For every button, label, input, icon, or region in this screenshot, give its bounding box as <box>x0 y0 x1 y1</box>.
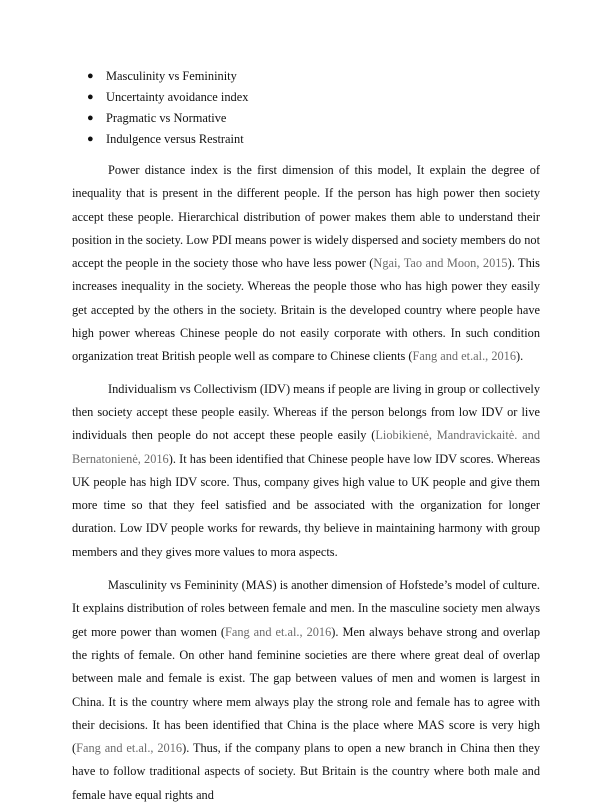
paragraph-individualism <box>72 378 540 564</box>
paragraph-text: ). Men always behave strong and overlap the rights of female. On other hand feminine societies are there where great deal of overlap between male and female is exist. The gap between values of men and women is largest in China. It is the country where mem always play the strong role and female has to agree with their decisions. It has been identified that China is the place where MAS score is very high ( <box>72 624 541 756</box>
paragraph-text: Individualism vs Collectivism (IDV) means if people are living in group or collectively then society accept these people easily. Whereas if the person belongs from low IDV or live individuals then people do not accept these people easily ( <box>72 381 540 443</box>
citation: Fang and et.al., 2016 <box>225 624 332 639</box>
bullet-icon: ● <box>87 133 94 145</box>
list-item-text: Uncertainty avoidance index <box>106 90 249 104</box>
dimension-bullet-list <box>72 66 540 150</box>
paragraph-text: ). Thus, if the company plans to open a new branch in China then they have to follow traditional aspects of society. But Britain is the country where both male and female have equal rights and <box>72 741 541 802</box>
list-item <box>72 129 540 150</box>
list-item <box>72 66 540 87</box>
list-item <box>72 87 540 108</box>
bullet-icon: ● <box>87 91 94 103</box>
paragraph-power-distance <box>72 159 540 369</box>
paragraph-text: ). This increases inequality in the society. Whereas the people those who has high power they easily get accepted by the others in the society. Britain is the developed country where people have high power whereas Chinese people do not easily corporate with others. In such condition organization treat British people well as compare to Chinese clients ( <box>72 256 540 364</box>
list-item <box>72 108 540 129</box>
list-item-text: Indulgence versus Restraint <box>106 132 244 146</box>
paragraph-masculinity <box>72 574 540 807</box>
paragraph-text: ). <box>516 349 524 364</box>
paragraph-text: Masculinity vs Femininity (MAS) is another dimension of Hofstede’s model of culture. It explains distribution of roles between female and men. In the masculine society men always get more power than women ( <box>72 578 540 639</box>
list-item-text: Pragmatic vs Normative <box>106 111 227 125</box>
citation: Liobikienė, Mandravickaitė. and Bernatonienė, 2016 <box>72 428 540 466</box>
document-page <box>72 66 540 807</box>
citation: Fang and et.al., 2016 <box>76 741 183 756</box>
list-item-text: Masculinity vs Femininity <box>106 69 237 83</box>
paragraph-text: Power distance index is the first dimension of this model, It explain the degree of inequality that is present in the different people. If the person has high power then society accept these people. Hierarchical distribution of power makes them able to understand their position in the society. Low PDI means power is widely dispersed and society members do not accept the people in the society those who have less power ( <box>72 163 540 271</box>
paragraph-text: ). It has been identified that Chinese people have low IDV scores. Whereas UK people has high IDV score. Thus, company gives high value to UK people and give them more time so that they feel satisfied and be associated with the organization for longer duration. Low IDV people works for rewards, thy believe in maintaining harmony with group members and they gives more values to mora aspects. <box>72 451 540 559</box>
citation: Ngai, Tao and Moon, 2015 <box>373 256 508 271</box>
bullet-icon: ● <box>87 112 94 124</box>
citation: Fang and et.al., 2016 <box>412 349 517 364</box>
bullet-icon: ● <box>87 70 94 82</box>
